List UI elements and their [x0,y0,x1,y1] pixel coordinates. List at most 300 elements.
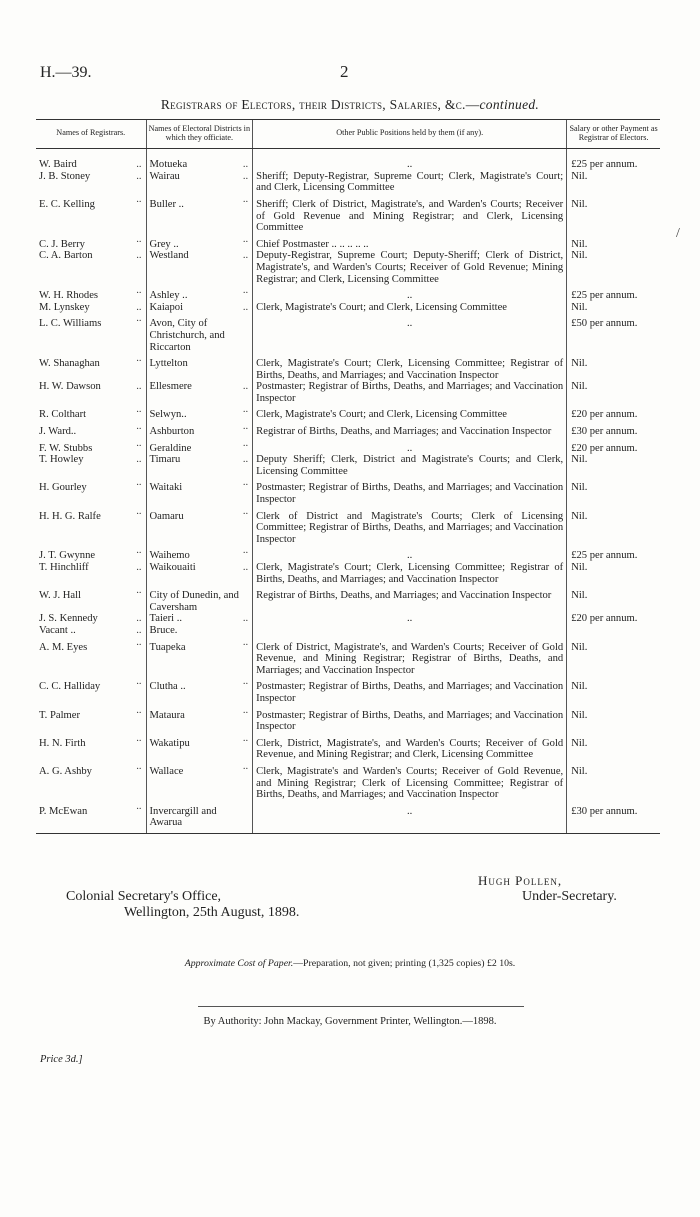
signer-role: Under-Secretary. [522,888,617,904]
page-number: 2 [340,62,349,81]
table-row [36,194,660,234]
leader-dots: .. [136,636,142,648]
registrar-name-cell [36,545,146,562]
salary-text: Nil. [571,562,588,573]
registrar-name: F. W. Stubbs [39,442,93,454]
positions-cell [253,404,567,421]
leader-dots: .. [136,477,142,489]
positions-text: Chief Postmaster .. .. .. .. .. [256,238,369,250]
registrar-name: M. Lynskey [39,301,90,313]
salary-cell [567,234,660,251]
registrar-name: H. N. Firth [39,737,86,749]
positions-text: .. [407,442,413,454]
table-row [36,353,660,381]
leader-dots: .. [136,437,142,449]
printer-authority: By Authority: John Mackay, Government Printer, Wellington.—1898. [203,1016,497,1027]
signer-name: Hugh Pollen, [478,873,563,888]
table-row [36,761,660,801]
registrar-name: W. H. Rhodes [39,290,99,302]
salary-cell [567,404,660,421]
leader-dots: .. [136,381,142,393]
registrar-name: H. W. Dawson [39,381,101,393]
registrars-table [36,119,660,834]
positions-cell [253,454,567,477]
table-row [36,506,660,546]
positions-cell [253,625,567,637]
salary-text: Nil. [571,737,588,749]
col-header-district: Names of Electoral Districts in which they officiate. [146,120,253,149]
leader-dots: .. [242,285,249,297]
registrar-name-cell [36,381,146,404]
district-cell [146,381,253,404]
salary-cell [567,477,660,505]
registrar-name: A. M. Eyes [39,641,88,653]
leader-dots: .. [136,313,142,325]
district-name: City of Dunedin, and Caversham [149,590,239,613]
positions-cell [253,285,567,302]
registrar-name-cell [36,285,146,302]
registrar-name: P. McEwan [39,805,88,817]
positions-text: Sheriff; Clerk of District, Magistrate's, and Warden's Courts; Receiver of Gold Revenue and Mining Registrar; and Clerk, Licensing Committee [256,198,564,234]
title-main: Registrars of Electors, their Districts, Salaries, &c.— [160,97,480,112]
positions-cell [253,676,567,704]
positions-cell [253,705,567,733]
registrar-name: J. S. Kennedy [39,613,98,625]
salary-cell [567,625,660,637]
district-cell [146,171,253,194]
positions-text: Clerk of District, Magistrate's, and Warden's Courts; Receiver of Gold Revenue, and Mining Registrar; Registrar of Births, Deaths, and Marriages; and Vaccination Inspector [256,641,564,676]
district-name: Invercargill and Awarua [149,805,217,829]
leader-dots: .. [242,233,249,245]
salary-cell [567,454,660,477]
table-row [36,801,660,834]
registrar-name: J. Ward.. [39,426,77,438]
leader-dots: .. [242,404,249,416]
positions-text: Postmaster; Registrar of Births, Deaths, and Marriages; and Vaccination Inspector [256,681,564,704]
leader-dots: .. [242,477,249,489]
table-row [36,733,660,761]
salary-text: Nil. [571,198,588,210]
registrar-name: J. B. Stoney [39,170,91,182]
leader-dots: .. [242,381,249,393]
salary-cell [567,171,660,194]
positions-cell [253,234,567,251]
positions-text: Sheriff; Deputy-Registrar, Supreme Court; Clerk, Magistrate's Court; and Clerk, Licensing Committee [256,170,564,194]
table-row [36,454,660,477]
salary-cell [567,733,660,761]
leader-dots: .. [136,585,142,597]
registrar-name: A. G. Ashby [39,765,92,777]
table-row [36,171,660,194]
positions-cell [253,438,567,455]
registrar-name-cell [36,637,146,677]
registrar-name-cell [36,562,146,585]
spacer-cell [253,149,567,160]
table-row [36,613,660,625]
registrar-name-cell [36,705,146,733]
registrar-name: T. Howley [39,454,84,466]
district-cell [146,676,253,704]
district-name: Mataura [149,709,185,721]
district-cell [146,302,253,314]
salary-text: £25 per annum. [571,550,638,562]
district-name: Lyttelton [149,358,188,370]
col-header-name: Names of Registrars. [36,120,146,149]
leader-dots: .. [242,301,249,313]
leader-dots: .. [242,704,249,716]
positions-cell [253,421,567,438]
district-cell [146,353,253,381]
leader-dots: .. [242,732,249,744]
salary-cell [567,562,660,585]
salary-text: £25 per annum. [571,159,638,171]
spacer-cell [36,149,146,160]
spacer-cell [146,149,253,160]
registrar-name-cell [36,250,146,285]
salary-cell [567,438,660,455]
salary-cell [567,705,660,733]
district-cell [146,285,253,302]
salary-cell [567,585,660,613]
positions-cell [253,562,567,585]
salary-text: Nil. [571,301,588,313]
table-row [36,562,660,585]
table-row [36,381,660,404]
salary-text: Nil. [571,250,588,262]
registrar-name: C. C. Halliday [39,681,101,693]
leader-dots: .. [242,454,249,466]
positions-text: .. [407,318,413,330]
district-name: Wakatipu [149,737,190,749]
col-header-positions: Other Public Positions held by them (if any). [253,120,567,149]
district-name: Waikouaiti [149,562,196,573]
cost-label: Approximate Cost of Paper. [184,958,294,969]
leader-dots: .. [136,404,142,416]
table-row [36,159,660,171]
positions-text: Clerk, District, Magistrate's, and Warden's Courts; Receiver of Gold Revenue, and Mining Registrar; and Clerk, Licensing Committee [256,737,564,761]
salary-cell [567,506,660,546]
salary-text: Nil. [571,641,588,653]
district-cell [146,585,253,613]
registrar-name: L. C. Williams [39,318,102,330]
table-row [36,585,660,613]
district-name: Kaiapoi [149,301,184,313]
signature-block [478,873,617,904]
leader-dots: .. [242,545,249,557]
salary-cell [567,285,660,302]
district-name: Oamaru [149,510,184,522]
salary-cell [567,421,660,438]
salary-text: Nil. [571,510,588,522]
registrar-name-cell [36,404,146,421]
positions-text: .. [407,613,413,625]
district-name: Taieri .. [149,613,183,625]
district-name: Timaru [149,454,181,466]
registrar-name: E. C. Kelling [39,198,95,210]
district-cell [146,637,253,677]
positions-text: Registrar of Births, Deaths, and Marriages; and Vaccination Inspector [256,590,552,602]
district-cell [146,733,253,761]
positions-cell [253,613,567,625]
leader-dots: .. [136,545,142,557]
positions-text: Clerk, Magistrate's Court; Clerk, Licensing Committee; Registrar of Births, Deaths, and Marriages; and Vaccination Inspector [256,562,564,585]
positions-text: .. [407,159,413,171]
leader-dots: .. [136,353,142,365]
registrar-name-cell [36,159,146,171]
salary-text: £30 per annum. [571,426,638,438]
spacer-cell [567,149,660,160]
leader-dots: .. [242,613,249,625]
table-body [36,149,660,834]
district-cell [146,506,253,546]
positions-cell [253,585,567,613]
positions-text: Clerk of District and Magistrate's Courts; Clerk of Licensing Committee; Registrar of Births, Deaths, and Marriages; and Vaccination Inspector [256,510,564,545]
col-header-salary: Salary or other Payment as Registrar of Electors. [567,120,660,149]
district-name: Motueka [149,159,188,171]
district-cell [146,705,253,733]
leader-dots: .. [242,437,249,449]
salary-cell [567,250,660,285]
district-cell [146,194,253,234]
salary-text: £30 per annum. [571,805,638,817]
salary-text: £20 per annum. [571,409,638,421]
office-block [66,889,299,920]
district-cell [146,477,253,505]
leader-dots: .. [242,636,249,648]
leader-dots: .. [136,704,142,716]
table-row [36,545,660,562]
table-row [36,625,660,637]
registrar-name-cell [36,302,146,314]
leader-dots: .. [136,732,142,744]
leader-dots: .. [136,170,142,182]
office-date: Wellington, 25th August, 1898. [124,904,300,920]
district-name: Wallace [149,765,184,777]
registrar-name-cell [36,801,146,834]
positions-cell [253,733,567,761]
leader-dots: .. [136,285,142,297]
leader-dots: .. [136,800,142,812]
district-name: Geraldine [149,442,192,454]
salary-text: Nil. [571,482,588,494]
leader-dots: .. [136,676,142,688]
registrar-name: T. Palmer [39,709,80,721]
table-row [36,705,660,733]
district-cell [146,761,253,801]
salary-text: £50 per annum. [571,318,638,330]
salary-cell [567,381,660,404]
footer-divider [198,1006,524,1007]
registrar-name: J. T. Gwynne [39,550,96,562]
table-row [36,676,660,704]
margin-mark: / [676,226,680,241]
price-note: Price 3d.] [40,1054,83,1065]
district-cell [146,404,253,421]
positions-text: Deputy-Registrar, Supreme Court; Deputy-Sheriff; Clerk of District, Magistrate's, and Warden's Courts; Receiver of Gold Revenue; Mining Registrar; and Clerk, Licensing Committee [256,250,564,285]
registrar-name-cell [36,613,146,625]
district-name: Wairau [149,170,180,182]
district-name: Tuapeka [149,641,186,653]
registrar-name-cell [36,421,146,438]
leader-dots: .. [136,760,142,772]
office-name: Colonial Secretary's Office, [66,889,222,904]
positions-text: .. [407,550,413,562]
positions-cell [253,194,567,234]
positions-text: Clerk, Magistrate's Court; and Clerk, Licensing Committee [256,301,507,313]
cost-note [0,958,700,969]
salary-text: Nil. [571,590,588,602]
registrar-name: H. Gourley [39,482,87,494]
salary-cell [567,159,660,171]
leader-dots: .. [242,170,249,182]
salary-cell [567,761,660,801]
positions-text: .. [407,290,413,302]
leader-dots: .. [136,421,142,433]
positions-cell [253,250,567,285]
district-name: Selwyn.. [149,409,187,421]
leader-dots: .. [136,233,142,245]
leader-dots: .. [136,301,142,313]
salary-text: £25 per annum. [571,290,638,302]
district-cell [146,438,253,455]
district-name: Avon, City of Christchurch, and Riccarton [149,318,225,353]
table-row [36,438,660,455]
positions-cell [253,171,567,194]
registrar-name-cell [36,733,146,761]
registrar-name: R. Colthart [39,409,87,421]
salary-text: Nil. [571,454,588,466]
salary-cell [567,637,660,677]
registrar-name: W. Shanaghan [39,358,100,370]
salary-cell [567,545,660,562]
salary-cell [567,801,660,834]
registrar-name-cell [36,171,146,194]
district-cell [146,234,253,251]
registrar-name-cell [36,585,146,613]
leader-dots: .. [242,250,249,262]
salary-cell [567,613,660,625]
leader-dots: .. [242,760,249,772]
district-name: Ellesmere [149,381,192,393]
registrar-name-cell [36,438,146,455]
salary-text: Nil. [571,681,588,693]
table-row [36,313,660,353]
title-continued: continued. [479,97,540,112]
salary-text: Nil. [571,709,588,721]
district-cell [146,562,253,585]
registrar-name-cell [36,477,146,505]
table-spacer-row [36,149,660,160]
leader-dots: .. [136,454,142,466]
leader-dots: .. [136,193,142,205]
positions-cell [253,761,567,801]
district-cell [146,454,253,477]
positions-text: Postmaster; Registrar of Births, Deaths, and Marriages; and Vaccination Inspector [256,709,564,733]
salary-text: Nil. [571,381,588,393]
leader-dots: .. [136,505,142,517]
table-row [36,285,660,302]
leader-dots: .. [242,193,249,205]
registrar-name: Vacant .. [39,624,76,636]
positions-cell [253,545,567,562]
leader-dots: .. [242,676,249,688]
positions-cell [253,506,567,546]
positions-cell [253,313,567,353]
table-row [36,421,660,438]
table-header-row [36,120,660,149]
salary-text: Nil. [571,238,588,250]
cost-text: —Preparation, not given; printing (1,325 copies) £2 10s. [293,958,516,969]
registrar-name: C. J. Berry [39,238,85,250]
salary-cell [567,313,660,353]
registrar-name-cell [36,506,146,546]
positions-cell [253,801,567,834]
leader-dots: .. [242,421,249,433]
positions-cell [253,302,567,314]
registrar-name-cell [36,676,146,704]
leader-dots: .. [136,562,142,573]
district-name: Bruce. [149,624,178,636]
registrar-name-cell [36,313,146,353]
document-code: H.—39. [40,64,92,81]
salary-cell [567,194,660,234]
salary-cell [567,676,660,704]
registrar-name-cell [36,194,146,234]
salary-text: £20 per annum. [571,442,638,454]
positions-text: .. [407,805,413,817]
positions-cell [253,353,567,381]
district-cell [146,159,253,171]
district-cell [146,421,253,438]
salary-cell [567,353,660,381]
registrar-name: C. A. Barton [39,250,93,262]
registrar-name: H. H. G. Ralfe [39,510,101,522]
district-name: Waitaki [149,482,183,494]
district-name: Ashley .. [149,290,188,302]
positions-cell [253,159,567,171]
salary-text: £20 per annum. [571,613,638,625]
positions-text: Postmaster; Registrar of Births, Deaths, and Marriages; and Vaccination Inspector [256,381,564,404]
table-title [0,97,700,113]
leader-dots: .. [242,159,249,171]
district-cell [146,613,253,625]
positions-cell [253,637,567,677]
table-row [36,637,660,677]
registrar-name: W. J. Hall [39,590,81,602]
positions-cell [253,477,567,505]
positions-text: Registrar of Births, Deaths, and Marriages; and Vaccination Inspector [256,426,552,438]
positions-text: Clerk, Magistrate's and Warden's Courts; Receiver of Gold Revenue, and Mining Registrar; Clerk of Licensing Committee; Registrar of Births, Deaths, and Marriages; and Vaccination Inspector [256,765,564,801]
registrar-name-cell [36,761,146,801]
positions-cell [253,381,567,404]
registrar-name-cell [36,234,146,251]
registrar-name: T. Hinchliff [39,562,89,573]
positions-text: Clerk, Magistrate's Court; Clerk, Licensing Committee; Registrar of Births, Deaths, and Marriages; and Vaccination Inspector [256,358,564,381]
table-row [36,250,660,285]
table-row [36,234,660,251]
salary-cell [567,302,660,314]
registrar-name-cell [36,454,146,477]
leader-dots: .. [136,624,142,636]
registrar-name-cell [36,625,146,637]
leader-dots: .. [136,613,142,625]
district-name: Clutha .. [149,681,186,693]
positions-text: Deputy Sheriff; Clerk, District and Magistrate's Courts; and Clerk, Licensing Committee [256,454,564,477]
district-cell [146,313,253,353]
leader-dots: .. [242,505,249,517]
district-name: Ashburton [149,426,195,438]
district-cell [146,250,253,285]
